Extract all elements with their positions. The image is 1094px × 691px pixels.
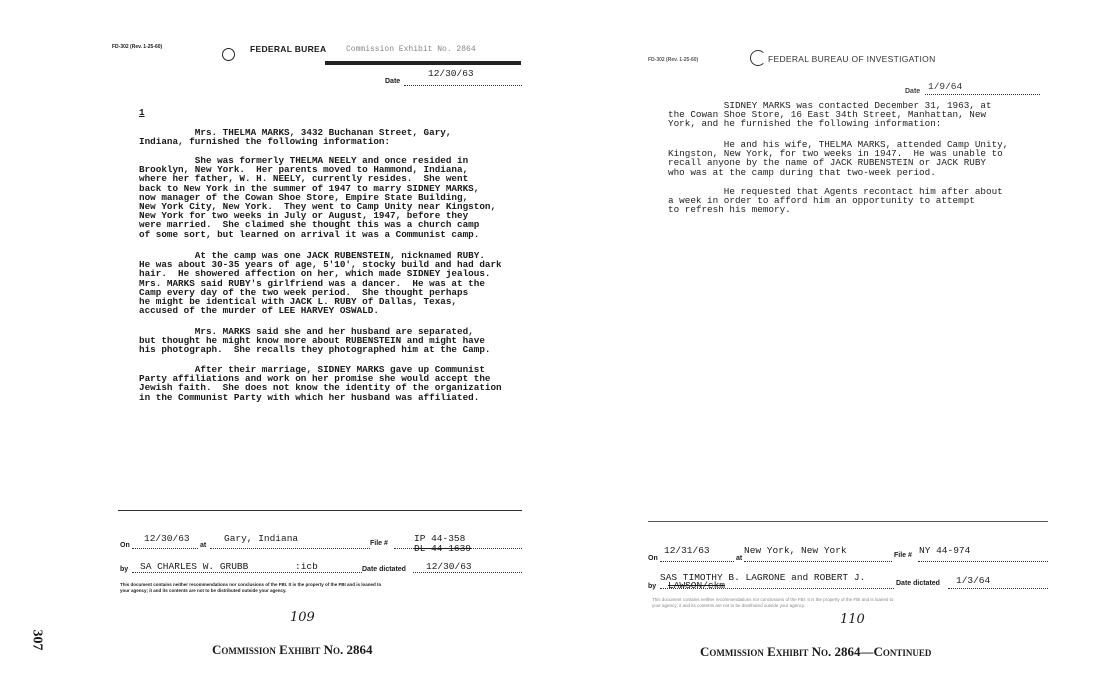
agent-name: SA CHARLES W. GRUBB [140,561,249,572]
on-label: On [648,555,658,562]
paragraph: She was formerly THELMA NEELY and once resided in Brooklyn, New York. Her parents moved to Hammond, Indiana, where her father, W. H. NEELY, currently resides. She went back to New York in the summer of 1947 to marry SIDNEY MARKS, now manager of the Cowan Shoe Store, Empire State Building, New York City, New York. They went to Camp Unity near Kingston, New York for two weeks in July or August, 1947, before they were married. She claimed she thought this was a church camp of some sort, but learned on arrival it was a Communist camp. [139,155,497,240]
file-label: File # [894,552,912,559]
underline [744,561,892,562]
paragraph: Mrs. THELMA MARKS, 3432 Buchanan Street, Gary, Indiana, furnished the following information: [139,127,452,148]
dictated-date: 1/3/64 [956,575,991,586]
at-label: at [200,542,207,549]
file-number-secondary: DL 44-1639 [414,543,472,554]
header-bar [325,61,521,65]
divider [648,521,1048,522]
underline [660,561,734,562]
date-underline [925,94,1040,95]
interview-date: 12/31/63 [664,545,710,556]
punch-hole-icon [222,48,235,61]
volume-page-number: 307 [29,629,45,651]
report-date: 1/9/64 [928,81,963,92]
dictated-date: 12/30/63 [426,561,472,572]
exhibit-caption: Commission Exhibit No. 2864—Continued [700,644,932,659]
interview-date: 12/30/63 [144,533,190,544]
paragraph: SIDNEY MARKS was contacted December 31, 1963, at the Cowan Shoe Store, 16 East 34th Street, Manhattan, New York, and he furnished the following information: [668,100,992,130]
handwritten-page-number: 109 [290,610,315,625]
exhibit-stamp: Commission Exhibit No. 2864 [346,45,476,54]
disclaimer: This document contains neither recommendations nor conclusions of the FBI. It is the property of the FBI and is loaned to your agency; it and its contents are not to be distributed outside your agency. [120,582,382,593]
dictated-label: Date dictated [896,580,940,587]
date-underline [404,84,522,86]
underline [210,548,370,549]
divider [118,510,522,511]
by-label: by [120,566,129,573]
paragraph: He requested that Agents recontact him after about a week in order to afford him an opportunity to attempt to refresh his memory. [668,186,1003,216]
exhibit-caption: Commission Exhibit No. 2864 [212,642,373,657]
form-number: FD-302 (Rev. 1-25-60) [648,57,699,63]
underline [132,548,198,549]
file-number: NY 44-974 [919,545,971,556]
paragraph: After their marriage, SIDNEY MARKS gave up Communist Party affiliations and work on her promise she would accept the Jewish faith. She does not know the identity of the organization in the Communist Party with which her husband was affiliated. [139,364,502,403]
file-number: IP 44-358 [414,533,466,544]
agent-names-continued: LAWSON/ckm [668,580,726,591]
at-label: at [736,555,743,562]
underline [948,588,1048,589]
file-label: File # [370,540,388,547]
dictated-label: Date dictated [362,566,406,573]
date-label: Date [385,78,401,85]
on-label: On [120,542,130,549]
agent-names: SAS TIMOTHY B. LAGRONE and ROBERT J. [660,572,866,583]
punch-hole-icon [750,50,766,66]
form-number: FD-302 (Rev. 1-25-60) [112,44,163,50]
disclaimer: This document contains neither recommendations nor conclusions of the FBI. It is the property of the FBI and is loaned to your agency; it and its contents are not to be distributed outside your agency. [652,597,894,608]
by-label: by [648,583,657,590]
paragraph: Mrs. MARKS said she and her husband are separated, but thought he might know more about RUBENSTEIN and might have his photograph. She recalls they photographed him at the Camp. [139,326,491,356]
agency-header: FEDERAL BUREAU OF INVESTIGATION [768,54,936,64]
underline [918,561,1048,562]
paragraph: At the camp was one JACK RUBENSTEIN, nicknamed RUBY. He was about 30-35 years of age, 5'10', stocky build and had dark hair. He showered affection on her, which made SIDNEY jealous. Mrs. MARKS said RUBY's girlfriend was a dancer. He was at the Camp every day of the two week period. She thought perhaps he might be identical with JACK L. RUBY of Dallas, Texas, accused of the murder of LEE HARVEY OSWALD. [139,250,502,317]
underline [413,572,522,573]
report-date: 12/30/63 [428,68,474,79]
typist-initials: :icb [295,561,318,572]
interview-location: Gary, Indiana [224,533,299,544]
date-label: Date [905,88,921,95]
paragraph: He and his wife, THELMA MARKS, attended Camp Unity, Kingston, New York, for two weeks in 1947. He was unable to recall anyone by the name of JACK RUBENSTEIN or JACK RUBY who was at the camp during that two-week period. [668,139,1009,178]
section-number: 1 [139,107,145,118]
interview-location: New York, New York [744,545,847,556]
agency-header: FEDERAL BUREA [250,44,327,54]
handwritten-page-number: 110 [840,612,865,627]
underline [132,572,362,573]
